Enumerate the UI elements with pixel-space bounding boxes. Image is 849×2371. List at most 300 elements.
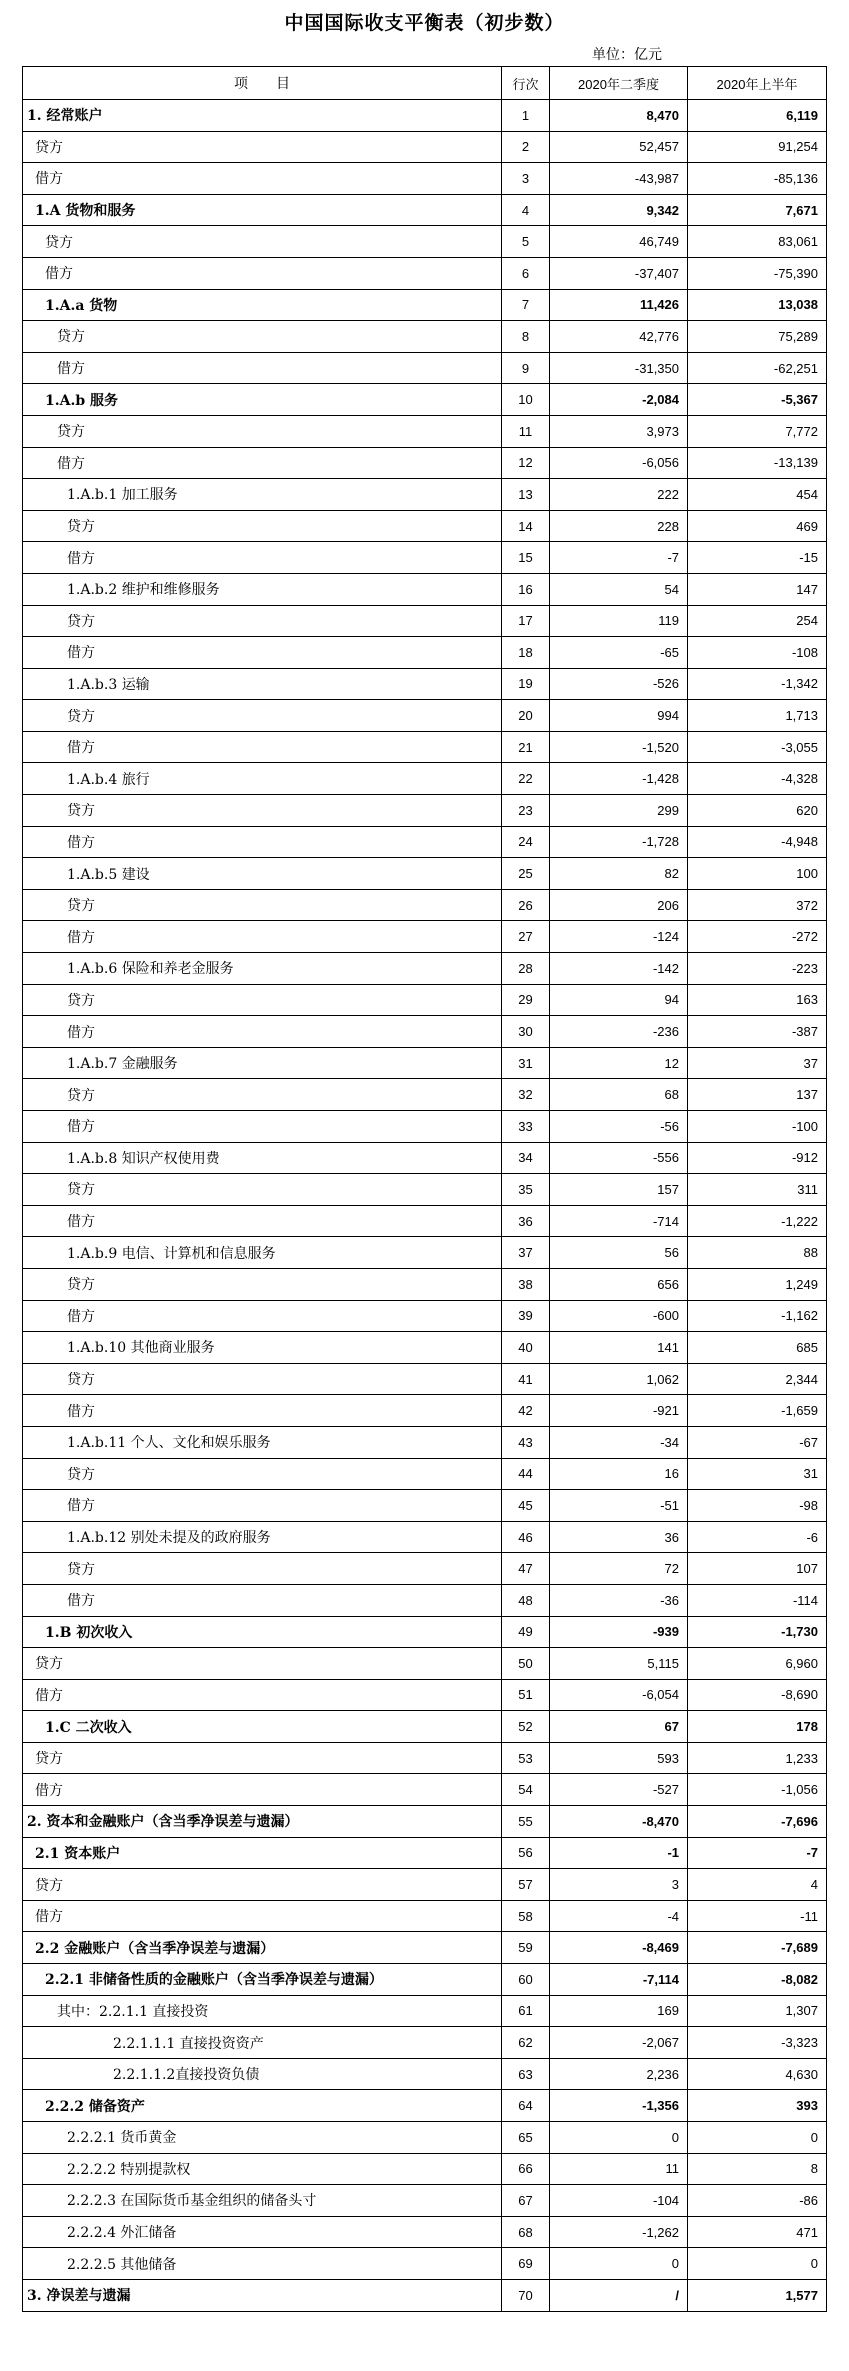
table-row xyxy=(23,1237,827,1269)
row-value-h1: 147 xyxy=(688,573,827,605)
table-row xyxy=(23,163,827,195)
row-value-h1: 311 xyxy=(688,1174,827,1206)
row-line-number: 19 xyxy=(502,668,550,700)
row-value-q2: -8,469 xyxy=(550,1932,688,1964)
row-value-h1: 13,038 xyxy=(688,289,827,321)
row-value-h1: 4,630 xyxy=(688,2058,827,2090)
row-value-q2: -1,428 xyxy=(550,763,688,795)
table-row xyxy=(23,2279,827,2311)
row-label: 贷方 xyxy=(23,1079,502,1111)
row-label: 贷方 xyxy=(23,700,502,732)
table-row xyxy=(23,1553,827,1585)
row-value-q2: 994 xyxy=(550,700,688,732)
row-value-q2: -43,987 xyxy=(550,163,688,195)
table-row xyxy=(23,1490,827,1522)
row-label: 贷方 xyxy=(23,795,502,827)
row-line-number: 22 xyxy=(502,763,550,795)
row-value-q2: -714 xyxy=(550,1205,688,1237)
row-line-number: 51 xyxy=(502,1679,550,1711)
header-line: 行次 xyxy=(502,67,550,100)
table-row xyxy=(23,889,827,921)
row-line-number: 59 xyxy=(502,1932,550,1964)
table-row xyxy=(23,1774,827,1806)
table-row xyxy=(23,131,827,163)
row-value-q2: -236 xyxy=(550,1016,688,1048)
table-row xyxy=(23,2185,827,2217)
row-value-h1: 0 xyxy=(688,2248,827,2280)
row-label: 贷方 xyxy=(23,1648,502,1680)
row-label: 借方 xyxy=(23,1395,502,1427)
row-value-q2: -1,728 xyxy=(550,826,688,858)
row-line-number: 61 xyxy=(502,1995,550,2027)
table-body xyxy=(23,100,827,2312)
table-row xyxy=(23,1426,827,1458)
row-line-number: 68 xyxy=(502,2216,550,2248)
row-label: 借方 xyxy=(23,1111,502,1143)
row-value-q2: -921 xyxy=(550,1395,688,1427)
row-value-h1: 31 xyxy=(688,1458,827,1490)
row-value-h1: -11 xyxy=(688,1900,827,1932)
row-line-number: 50 xyxy=(502,1648,550,1680)
table-row xyxy=(23,1616,827,1648)
row-line-number: 42 xyxy=(502,1395,550,1427)
row-value-q2: -556 xyxy=(550,1142,688,1174)
table-row xyxy=(23,731,827,763)
row-label: 2. 资本和金融账户（含当季净误差与遗漏） xyxy=(23,1806,502,1838)
table-row xyxy=(23,1711,827,1743)
row-label: 贷方 xyxy=(23,415,502,447)
row-line-number: 10 xyxy=(502,384,550,416)
table-row xyxy=(23,1300,827,1332)
row-label: 1.C 二次收入 xyxy=(23,1711,502,1743)
table-row xyxy=(23,2058,827,2090)
row-value-q2: 593 xyxy=(550,1742,688,1774)
row-value-h1: 83,061 xyxy=(688,226,827,258)
row-value-h1: -114 xyxy=(688,1584,827,1616)
row-line-number: 53 xyxy=(502,1742,550,1774)
row-line-number: 57 xyxy=(502,1869,550,1901)
row-label: 贷方 xyxy=(23,984,502,1016)
row-label: 贷方 xyxy=(23,1458,502,1490)
row-line-number: 32 xyxy=(502,1079,550,1111)
table-row xyxy=(23,1648,827,1680)
row-value-q2: -37,407 xyxy=(550,257,688,289)
row-value-q2: 42,776 xyxy=(550,321,688,353)
row-label: 1.A.b.8 知识产权使用费 xyxy=(23,1142,502,1174)
row-value-h1: 6,119 xyxy=(688,100,827,132)
row-line-number: 6 xyxy=(502,257,550,289)
row-line-number: 24 xyxy=(502,826,550,858)
row-value-h1: -7,696 xyxy=(688,1806,827,1838)
table-row xyxy=(23,1869,827,1901)
table-row xyxy=(23,605,827,637)
row-value-q2: 94 xyxy=(550,984,688,1016)
row-label: 借方 xyxy=(23,1900,502,1932)
row-line-number: 18 xyxy=(502,637,550,669)
row-line-number: 66 xyxy=(502,2153,550,2185)
row-label: 贷方 xyxy=(23,605,502,637)
table-row xyxy=(23,921,827,953)
row-value-q2: 68 xyxy=(550,1079,688,1111)
row-value-h1: -7 xyxy=(688,1837,827,1869)
row-line-number: 12 xyxy=(502,447,550,479)
row-value-h1: 88 xyxy=(688,1237,827,1269)
row-line-number: 48 xyxy=(502,1584,550,1616)
table-row xyxy=(23,1395,827,1427)
row-value-h1: -387 xyxy=(688,1016,827,1048)
row-label: 借方 xyxy=(23,352,502,384)
row-line-number: 46 xyxy=(502,1521,550,1553)
table-row xyxy=(23,1363,827,1395)
table-row xyxy=(23,1079,827,1111)
row-value-h1: -8,690 xyxy=(688,1679,827,1711)
row-value-q2: -7,114 xyxy=(550,1964,688,1996)
row-value-h1: -3,323 xyxy=(688,2027,827,2059)
row-value-h1: 100 xyxy=(688,858,827,890)
table-row xyxy=(23,479,827,511)
row-value-h1: -100 xyxy=(688,1111,827,1143)
row-value-h1: 163 xyxy=(688,984,827,1016)
row-value-q2: 72 xyxy=(550,1553,688,1585)
row-label: 1.A 货物和服务 xyxy=(23,194,502,226)
table-row xyxy=(23,1679,827,1711)
row-line-number: 35 xyxy=(502,1174,550,1206)
row-value-q2: 36 xyxy=(550,1521,688,1553)
table-row xyxy=(23,352,827,384)
row-label: 2.2.2.4 外汇储备 xyxy=(23,2216,502,2248)
row-line-number: 11 xyxy=(502,415,550,447)
table-row xyxy=(23,795,827,827)
row-value-q2: 206 xyxy=(550,889,688,921)
row-line-number: 8 xyxy=(502,321,550,353)
row-label: 1.A.a 货物 xyxy=(23,289,502,321)
table-row xyxy=(23,1932,827,1964)
table-row xyxy=(23,415,827,447)
table-row xyxy=(23,1047,827,1079)
row-value-q2: -7 xyxy=(550,542,688,574)
table-row xyxy=(23,668,827,700)
row-value-q2: 222 xyxy=(550,479,688,511)
row-value-h1: -6 xyxy=(688,1521,827,1553)
row-value-q2: -4 xyxy=(550,1900,688,1932)
row-value-q2: 11 xyxy=(550,2153,688,2185)
table-row xyxy=(23,1268,827,1300)
row-line-number: 56 xyxy=(502,1837,550,1869)
row-line-number: 44 xyxy=(502,1458,550,1490)
row-value-h1: 4 xyxy=(688,1869,827,1901)
table-row xyxy=(23,1458,827,1490)
row-value-q2: 8,470 xyxy=(550,100,688,132)
table-row xyxy=(23,321,827,353)
row-label: 借方 xyxy=(23,637,502,669)
table-row xyxy=(23,257,827,289)
row-line-number: 25 xyxy=(502,858,550,890)
table-header-row xyxy=(23,67,827,100)
row-value-h1: -4,328 xyxy=(688,763,827,795)
table-row xyxy=(23,1111,827,1143)
row-label: 贷方 xyxy=(23,1553,502,1585)
row-value-h1: 178 xyxy=(688,1711,827,1743)
row-value-q2: 16 xyxy=(550,1458,688,1490)
row-value-h1: 685 xyxy=(688,1332,827,1364)
row-value-h1: -3,055 xyxy=(688,731,827,763)
row-line-number: 54 xyxy=(502,1774,550,1806)
table-row xyxy=(23,1584,827,1616)
row-value-h1: 8 xyxy=(688,2153,827,2185)
row-label: 借方 xyxy=(23,1300,502,1332)
row-label: 2.2.1.1.2直接投资负债 xyxy=(23,2058,502,2090)
row-line-number: 27 xyxy=(502,921,550,953)
row-line-number: 60 xyxy=(502,1964,550,1996)
row-label: 贷方 xyxy=(23,889,502,921)
table-row xyxy=(23,510,827,542)
row-value-h1: 2,344 xyxy=(688,1363,827,1395)
row-value-h1: -1,222 xyxy=(688,1205,827,1237)
row-value-q2: -2,067 xyxy=(550,2027,688,2059)
table-row xyxy=(23,1900,827,1932)
row-value-q2: 46,749 xyxy=(550,226,688,258)
row-value-q2: 0 xyxy=(550,2248,688,2280)
row-value-q2: -526 xyxy=(550,668,688,700)
row-line-number: 49 xyxy=(502,1616,550,1648)
row-value-h1: 91,254 xyxy=(688,131,827,163)
row-value-q2: -1,262 xyxy=(550,2216,688,2248)
table-row xyxy=(23,226,827,258)
balance-of-payments-table xyxy=(22,66,827,2312)
row-value-h1: -67 xyxy=(688,1426,827,1458)
row-label: 借方 xyxy=(23,1774,502,1806)
row-label: 1.A.b.4 旅行 xyxy=(23,763,502,795)
row-value-q2: -51 xyxy=(550,1490,688,1522)
row-line-number: 20 xyxy=(502,700,550,732)
table-row xyxy=(23,1837,827,1869)
row-value-h1: 254 xyxy=(688,605,827,637)
row-line-number: 58 xyxy=(502,1900,550,1932)
row-value-h1: 7,671 xyxy=(688,194,827,226)
row-value-h1: 107 xyxy=(688,1553,827,1585)
row-value-q2: -56 xyxy=(550,1111,688,1143)
row-line-number: 29 xyxy=(502,984,550,1016)
row-line-number: 7 xyxy=(502,289,550,321)
table-row xyxy=(23,573,827,605)
table-row xyxy=(23,1142,827,1174)
table-row xyxy=(23,2248,827,2280)
row-line-number: 55 xyxy=(502,1806,550,1838)
row-value-h1: 1,307 xyxy=(688,1995,827,2027)
row-value-q2: 54 xyxy=(550,573,688,605)
row-value-h1: -86 xyxy=(688,2185,827,2217)
row-line-number: 9 xyxy=(502,352,550,384)
row-value-q2: -65 xyxy=(550,637,688,669)
row-value-q2: 157 xyxy=(550,1174,688,1206)
row-line-number: 36 xyxy=(502,1205,550,1237)
row-value-h1: -912 xyxy=(688,1142,827,1174)
row-label: 1.A.b 服务 xyxy=(23,384,502,416)
row-value-q2: -6,054 xyxy=(550,1679,688,1711)
row-label: 借方 xyxy=(23,542,502,574)
table-row xyxy=(23,2027,827,2059)
row-line-number: 63 xyxy=(502,2058,550,2090)
row-line-number: 5 xyxy=(502,226,550,258)
row-value-h1: -85,136 xyxy=(688,163,827,195)
row-value-h1: -1,162 xyxy=(688,1300,827,1332)
row-value-h1: -1,730 xyxy=(688,1616,827,1648)
row-label: 借方 xyxy=(23,1016,502,1048)
row-value-q2: -34 xyxy=(550,1426,688,1458)
row-value-q2: -600 xyxy=(550,1300,688,1332)
row-value-h1: -272 xyxy=(688,921,827,953)
row-value-h1: -75,390 xyxy=(688,257,827,289)
row-value-h1: -13,139 xyxy=(688,447,827,479)
row-label: 贷方 xyxy=(23,1268,502,1300)
row-label: 贷方 xyxy=(23,1742,502,1774)
row-line-number: 69 xyxy=(502,2248,550,2280)
row-label: 借方 xyxy=(23,1679,502,1711)
row-line-number: 21 xyxy=(502,731,550,763)
row-label: 2.2.1 非储备性质的金融账户（含当季净误差与遗漏） xyxy=(23,1964,502,1996)
row-label: 1.A.b.9 电信、计算机和信息服务 xyxy=(23,1237,502,1269)
row-value-h1: -5,367 xyxy=(688,384,827,416)
row-value-q2: 141 xyxy=(550,1332,688,1364)
row-value-h1: 1,249 xyxy=(688,1268,827,1300)
row-label: 贷方 xyxy=(23,226,502,258)
table-row xyxy=(23,700,827,732)
table-row xyxy=(23,1332,827,1364)
row-label: 借方 xyxy=(23,447,502,479)
row-line-number: 30 xyxy=(502,1016,550,1048)
row-value-h1: -7,689 xyxy=(688,1932,827,1964)
row-label: 3. 净误差与遗漏 xyxy=(23,2279,502,2311)
row-line-number: 26 xyxy=(502,889,550,921)
table-row xyxy=(23,447,827,479)
table-row xyxy=(23,826,827,858)
row-label: 1.A.b.1 加工服务 xyxy=(23,479,502,511)
table-row xyxy=(23,1964,827,1996)
row-label: 2.2 金融账户（含当季净误差与遗漏） xyxy=(23,1932,502,1964)
row-value-h1: 471 xyxy=(688,2216,827,2248)
row-value-q2: -939 xyxy=(550,1616,688,1648)
row-value-h1: -1,342 xyxy=(688,668,827,700)
row-value-q2: 67 xyxy=(550,1711,688,1743)
row-label: 贷方 xyxy=(23,1174,502,1206)
header-item: 项 目 xyxy=(23,67,502,100)
row-value-h1: -62,251 xyxy=(688,352,827,384)
table-row xyxy=(23,2216,827,2248)
table-row xyxy=(23,2090,827,2122)
row-line-number: 13 xyxy=(502,479,550,511)
row-label: 2.2.2.2 特别提款权 xyxy=(23,2153,502,2185)
row-value-q2: 3,973 xyxy=(550,415,688,447)
row-value-h1: -223 xyxy=(688,953,827,985)
table-row xyxy=(23,1205,827,1237)
row-label: 1.A.b.11 个人、文化和娱乐服务 xyxy=(23,1426,502,1458)
row-label: 2.2.2.3 在国际货币基金组织的储备头寸 xyxy=(23,2185,502,2217)
row-value-q2: 1,062 xyxy=(550,1363,688,1395)
row-label: 贷方 xyxy=(23,1363,502,1395)
table-row xyxy=(23,1521,827,1553)
row-line-number: 33 xyxy=(502,1111,550,1143)
row-value-q2: -1,520 xyxy=(550,731,688,763)
row-line-number: 38 xyxy=(502,1268,550,1300)
row-value-q2: -527 xyxy=(550,1774,688,1806)
row-value-q2: -6,056 xyxy=(550,447,688,479)
row-label: 1. 经常账户 xyxy=(23,100,502,132)
row-value-h1: -15 xyxy=(688,542,827,574)
table-row xyxy=(23,1742,827,1774)
row-value-q2: 5,115 xyxy=(550,1648,688,1680)
row-label: 借方 xyxy=(23,826,502,858)
row-line-number: 17 xyxy=(502,605,550,637)
row-line-number: 52 xyxy=(502,1711,550,1743)
row-label: 1.A.b.10 其他商业服务 xyxy=(23,1332,502,1364)
row-line-number: 15 xyxy=(502,542,550,574)
row-value-q2: -31,350 xyxy=(550,352,688,384)
row-line-number: 34 xyxy=(502,1142,550,1174)
table-row xyxy=(23,984,827,1016)
row-value-h1: 37 xyxy=(688,1047,827,1079)
row-value-q2: 2,236 xyxy=(550,2058,688,2090)
row-label: 贷方 xyxy=(23,1869,502,1901)
row-value-q2: -2,084 xyxy=(550,384,688,416)
row-value-q2: -104 xyxy=(550,2185,688,2217)
row-value-h1: -4,948 xyxy=(688,826,827,858)
row-label: 1.A.b.7 金融服务 xyxy=(23,1047,502,1079)
row-label: 借方 xyxy=(23,163,502,195)
row-value-q2: / xyxy=(550,2279,688,2311)
row-value-h1: 137 xyxy=(688,1079,827,1111)
row-label: 借方 xyxy=(23,1490,502,1522)
row-value-h1: 454 xyxy=(688,479,827,511)
table-row xyxy=(23,637,827,669)
table-row xyxy=(23,858,827,890)
table-row xyxy=(23,1995,827,2027)
row-value-q2: 299 xyxy=(550,795,688,827)
row-value-h1: 75,289 xyxy=(688,321,827,353)
table-row xyxy=(23,289,827,321)
table-row xyxy=(23,1016,827,1048)
row-value-h1: -1,056 xyxy=(688,1774,827,1806)
row-value-h1: -8,082 xyxy=(688,1964,827,1996)
row-line-number: 1 xyxy=(502,100,550,132)
row-value-h1: 7,772 xyxy=(688,415,827,447)
row-value-q2: 11,426 xyxy=(550,289,688,321)
row-line-number: 39 xyxy=(502,1300,550,1332)
row-label: 1.A.b.2 维护和维修服务 xyxy=(23,573,502,605)
row-label: 贷方 xyxy=(23,131,502,163)
row-value-q2: 0 xyxy=(550,2122,688,2154)
row-label: 借方 xyxy=(23,731,502,763)
table-row xyxy=(23,2153,827,2185)
row-label: 1.A.b.5 建设 xyxy=(23,858,502,890)
row-value-q2: 9,342 xyxy=(550,194,688,226)
row-value-q2: -36 xyxy=(550,1584,688,1616)
row-value-q2: -124 xyxy=(550,921,688,953)
row-value-q2: 656 xyxy=(550,1268,688,1300)
row-line-number: 16 xyxy=(502,573,550,605)
row-label: 1.B 初次收入 xyxy=(23,1616,502,1648)
row-value-q2: 119 xyxy=(550,605,688,637)
row-value-q2: -142 xyxy=(550,953,688,985)
row-label: 借方 xyxy=(23,257,502,289)
row-label: 1.A.b.3 运输 xyxy=(23,668,502,700)
row-line-number: 67 xyxy=(502,2185,550,2217)
row-label: 2.1 资本账户 xyxy=(23,1837,502,1869)
row-line-number: 40 xyxy=(502,1332,550,1364)
row-line-number: 3 xyxy=(502,163,550,195)
unit-label: 单位：亿元 xyxy=(592,47,662,63)
row-line-number: 62 xyxy=(502,2027,550,2059)
row-line-number: 31 xyxy=(502,1047,550,1079)
